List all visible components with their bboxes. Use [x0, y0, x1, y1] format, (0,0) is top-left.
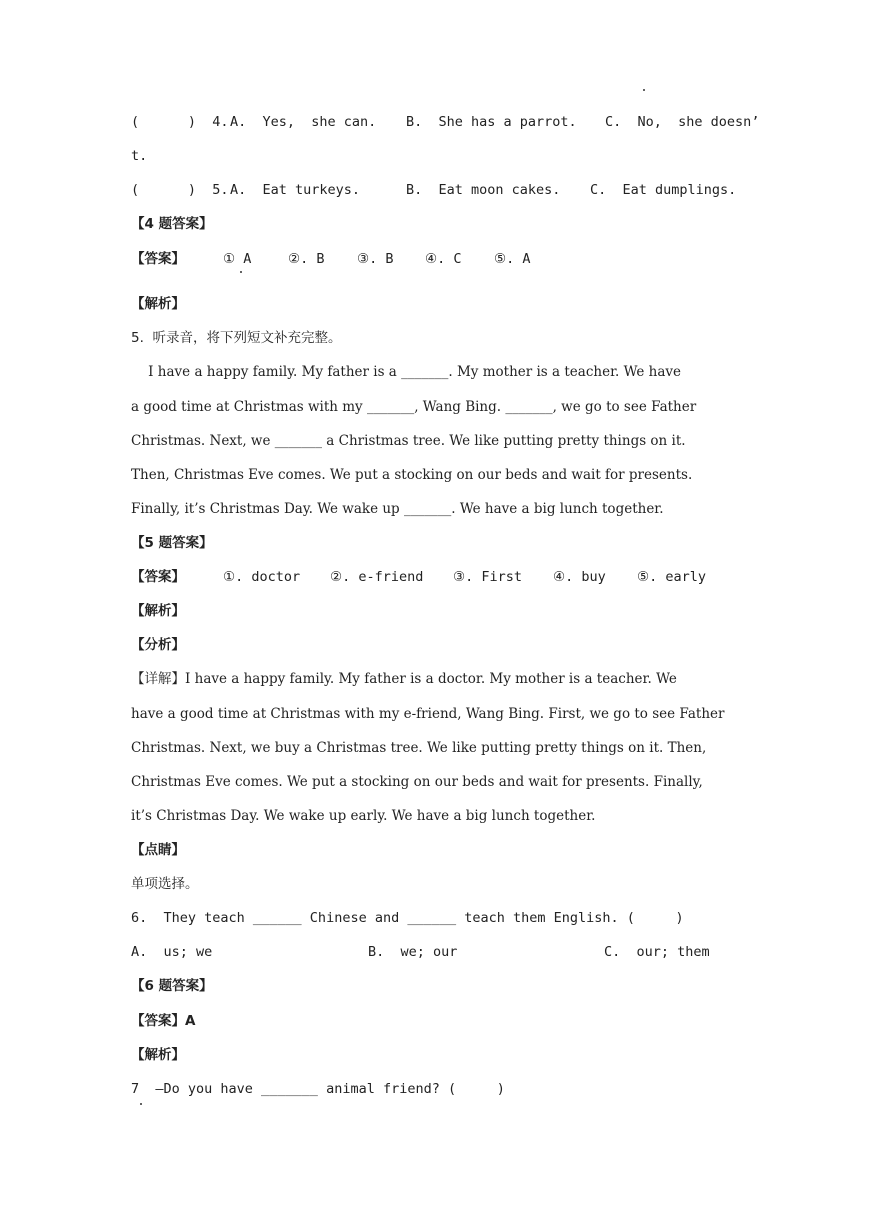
q5-analysis-label: 【解析】 — [131, 603, 185, 619]
q5-answer-item: ③. First — [453, 569, 522, 585]
q4-answer-item: ⑤. A — [494, 251, 531, 267]
q5-passage-line: a good time at Christmas with my _______, Wang Bing. _______, we go to see Father — [131, 399, 697, 415]
q4-item5-option-a: A. Eat turkeys. — [230, 182, 361, 198]
q4-answer-item: ④. C — [425, 251, 462, 267]
q4-item4-option-b: B. She has a parrot. — [406, 114, 577, 130]
page-mark-dot — [643, 89, 645, 91]
q5-answer-item: ①. doctor — [223, 569, 301, 585]
q5-answer-item: ④. buy — [553, 569, 606, 585]
q5-passage-line: Christmas. Next, we _______ a Christmas tree. We like putting pretty things on it. — [131, 433, 686, 449]
q5-title: 5. 听录音，将下列短文补充完整。 — [131, 330, 342, 346]
q5-answer-item: ⑤. early — [637, 569, 706, 585]
q4-answer-item: ③. B — [357, 251, 394, 267]
q7-mark-dot — [140, 1103, 142, 1105]
q6-option-a: A. us; we — [131, 944, 213, 960]
q5-detail-line: Christmas Eve comes. We put a stocking on our beds and wait for presents. Finally, — [131, 774, 703, 790]
q4-item4-paren: ( ) 4. — [131, 114, 229, 130]
q4-answer-item: ②. B — [288, 251, 325, 267]
answer-mark-dot — [240, 271, 242, 273]
q4-answer-label: 【答案】 — [131, 251, 185, 267]
q6-answer-header: 【6 题答案】 — [131, 978, 213, 994]
q4-answer-item: ① A — [223, 251, 252, 267]
q5-answer-header: 【5 题答案】 — [131, 535, 213, 551]
q7-stem: 7 —Do you have _______ animal friend? ( ) — [131, 1081, 505, 1097]
q5-detail-line: Christmas. Next, we buy a Christmas tree. We like putting pretty things on it. Then, — [131, 740, 707, 756]
q4-analysis-label: 【解析】 — [131, 296, 185, 312]
section-single-choice: 单项选择。 — [131, 876, 199, 892]
q6-answer: 【答案】A — [131, 1013, 196, 1029]
q5-detail-line: it’s Christmas Day. We wake up early. We have a big lunch together. — [131, 808, 596, 824]
q4-item5-option-b: B. Eat moon cakes. — [406, 182, 561, 198]
q6-option-b: B. we; our — [368, 944, 458, 960]
q4-item4-option-c: C. No, she doesn’ — [605, 114, 760, 130]
q5-detail-line: 【详解】I have a happy family. My father is a doctor. My mother is a teacher. We — [131, 671, 677, 687]
q6-analysis-label: 【解析】 — [131, 1047, 185, 1063]
q6-stem: 6. They teach ______ Chinese and ______ teach them English. ( ) — [131, 910, 684, 926]
q5-passage-line: Then, Christmas Eve comes. We put a stocking on our beds and wait for presents. — [131, 467, 693, 483]
q5-answer-label: 【答案】 — [131, 569, 185, 585]
q5-passage-line: Finally, it’s Christmas Day. We wake up _______. We have a big lunch together. — [131, 501, 664, 517]
q5-passage-line: I have a happy family. My father is a _______. My mother is a teacher. We have — [131, 364, 682, 380]
q4-item4-wrap: t. — [131, 148, 148, 164]
q5-dianjing-label: 【点睛】 — [131, 842, 185, 858]
q4-item5-paren: ( ) 5. — [131, 182, 229, 198]
q5-answer-item: ②. e-friend — [330, 569, 424, 585]
q4-item4-option-a: A. Yes, she can. — [230, 114, 377, 130]
q5-fenxi-label: 【分析】 — [131, 637, 185, 653]
q4-item5-option-c: C. Eat dumplings. — [590, 182, 737, 198]
q6-option-c: C. our; them — [604, 944, 710, 960]
q4-answer-header: 【4 题答案】 — [131, 216, 213, 232]
q5-detail-line: have a good time at Christmas with my e-friend, Wang Bing. First, we go to see Father — [131, 706, 725, 722]
